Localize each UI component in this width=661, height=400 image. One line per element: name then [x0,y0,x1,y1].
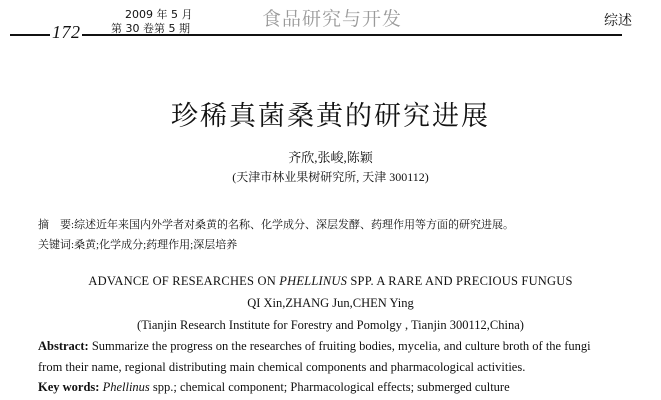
affiliation-zh: (天津市林业果树研究所, 天津 300112) [232,170,429,184]
keywords-en-text: spp.; chemical component; Pharmacological effects; submerged culture [149,380,510,394]
keywords-zh-label: 关键词: [38,239,75,251]
title-en-genus: PHELLINUS [279,274,348,288]
issue-date: 2009 年 5 月 [125,8,193,21]
abstract-en-text-1: Summarize the progress on the researches of fruiting bodies, mycelia, and culture broth of the fungi [88,339,591,353]
keywords-zh [38,236,237,252]
abstract-zh-text: 综述近年来国内外学者对桑黄的名称、化学成分、深层发酵、药理作用等方面的研究进展。 [74,219,515,231]
article-title-zh: 珍稀真菌桑黄的研究进展 [171,101,490,131]
issue-volume: 第 30 卷第 5 期 [111,22,190,35]
title-en-post: SPP. A RARE AND PRECIOUS FUNGUS [347,274,573,288]
journal-title: 食品研究与开发 [262,8,403,30]
article-title-en [0,274,661,289]
header-rule-left [10,34,50,36]
abstract-zh [38,216,514,232]
abstract-zh-label: 摘 要: [38,219,75,231]
abstract-en-line-2: from their name, regional distributing main chemical components and pharmacological activities. [38,360,526,374]
keywords-en [38,380,638,395]
keywords-en-label: Key words: [38,380,100,394]
title-en-pre: ADVANCE OF RESEARCHES ON [88,274,280,288]
authors-zh: 齐欣,张峻,陈颖 [288,150,373,165]
page-number: 172 [52,22,81,42]
section-label: 综述 [604,13,632,29]
keywords-en-genus: Phellinus [102,380,150,394]
abstract-en-label: Abstract: [38,339,89,353]
authors-en: QI Xin,ZHANG Jun,CHEN Ying [247,296,414,310]
affiliation-en: (Tianjin Research Institute for Forestry and Pomolgy , Tianjin 300112,China) [137,318,524,332]
keywords-zh-text: 桑黄;化学成分;药理作用;深层培养 [74,239,238,251]
abstract-en-line-1 [38,339,638,354]
